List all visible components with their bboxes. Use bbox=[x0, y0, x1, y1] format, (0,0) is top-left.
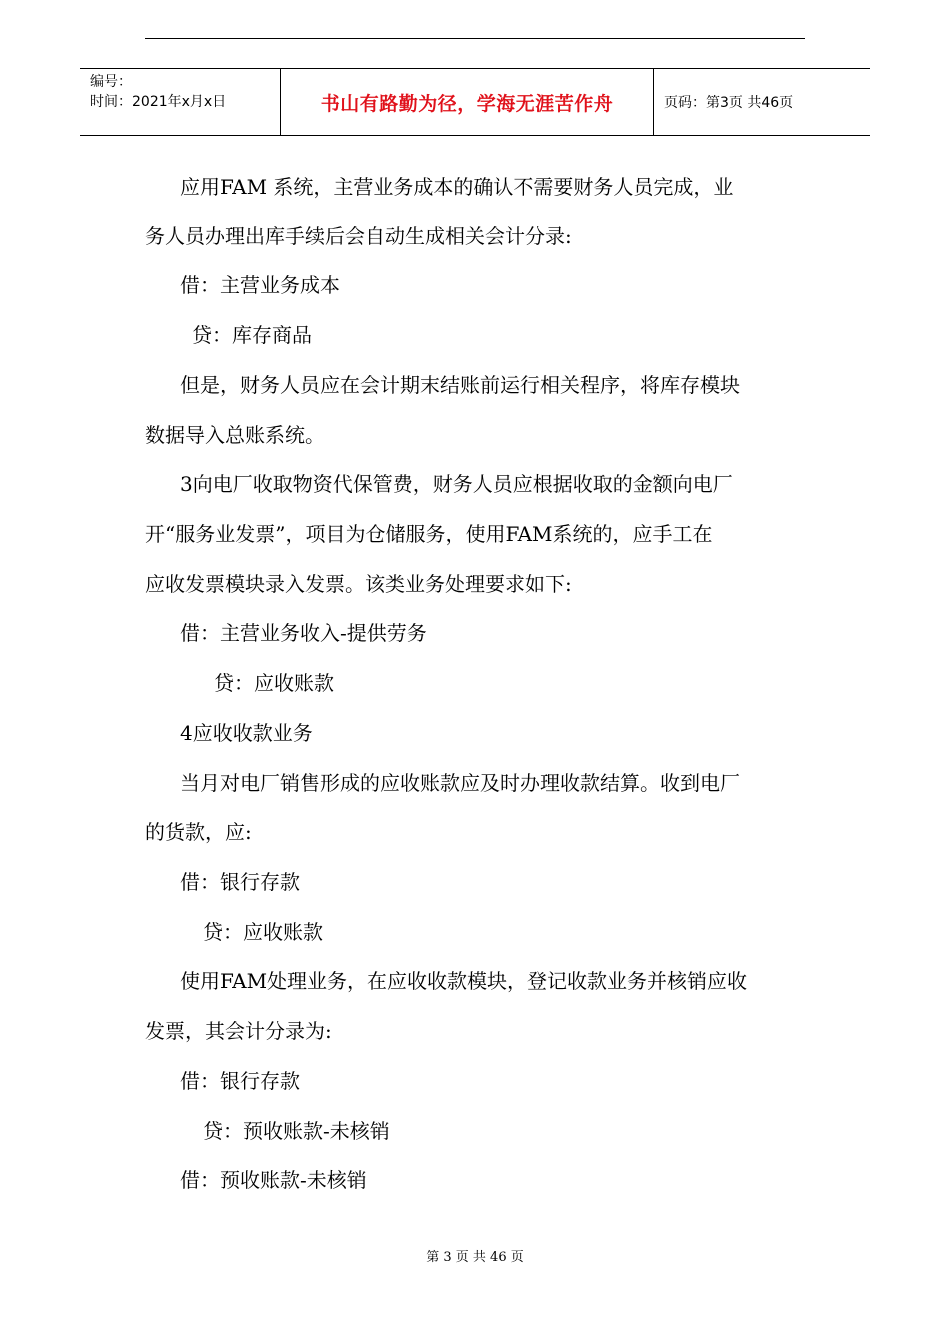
body-line: 的货款，应: bbox=[145, 820, 252, 844]
body-line: 贷：预收账款-未核销 bbox=[203, 1119, 390, 1143]
header-page-cell bbox=[654, 69, 870, 135]
body-line: 当月对电厂销售形成的应收账款应及时办理收款结算。收到电厂 bbox=[180, 771, 740, 795]
header-meta-cell bbox=[80, 69, 281, 135]
body-line: 应收发票模块录入发票。该类业务处理要求如下: bbox=[145, 572, 572, 596]
body-line: 借：主营业务成本 bbox=[180, 273, 340, 297]
header-page-info: 页码：第3页 共46页 bbox=[664, 95, 794, 111]
body-line: 借：银行存款 bbox=[180, 870, 300, 894]
body-line: 数据导入总账系统。 bbox=[145, 423, 325, 447]
body-line: 借：主营业务收入-提供劳务 bbox=[180, 621, 427, 645]
body-line: 但是，财务人员应在会计期末结账前运行相关程序，将库存模块 bbox=[180, 373, 740, 397]
body-line: 贷：库存商品 bbox=[192, 323, 312, 347]
body-line: 借：预收账款-未核销 bbox=[180, 1168, 367, 1192]
header-motto-cell bbox=[281, 69, 654, 135]
body-line: 使用FAM处理业务，在应收收款模块，登记收款业务并核销应收 bbox=[180, 969, 748, 993]
body-line: 3向电厂收取物资代保管费，财务人员应根据收取的金额向电厂 bbox=[180, 472, 733, 496]
document-number-label: 编号： bbox=[90, 74, 132, 90]
body-line: 贷：应收账款 bbox=[203, 920, 323, 944]
page-header bbox=[80, 68, 870, 136]
body-line: 务人员办理出库手续后会自动生成相关会计分录: bbox=[145, 224, 572, 248]
motto-text: 书山有路勤为径，学海无涯苦作舟 bbox=[320, 92, 614, 115]
body-line: 开“服务业发票”，项目为仓储服务，使用FAM系统的，应手工在 bbox=[145, 522, 713, 546]
body-line: 借：银行存款 bbox=[180, 1069, 300, 1093]
page-footer: 第 3 页 共 46 页 bbox=[426, 1250, 524, 1265]
body-line: 发票，其会计分录为: bbox=[145, 1019, 332, 1043]
header-top-rule bbox=[145, 38, 805, 39]
document-date: 时间：2021年x月x日 bbox=[90, 94, 227, 110]
body-line: 4应收收款业务 bbox=[180, 721, 313, 745]
body-line: 应用FAM 系统，主营业务成本的确认不需要财务人员完成，业 bbox=[180, 175, 734, 199]
body-line: 贷：应收账款 bbox=[214, 671, 334, 695]
